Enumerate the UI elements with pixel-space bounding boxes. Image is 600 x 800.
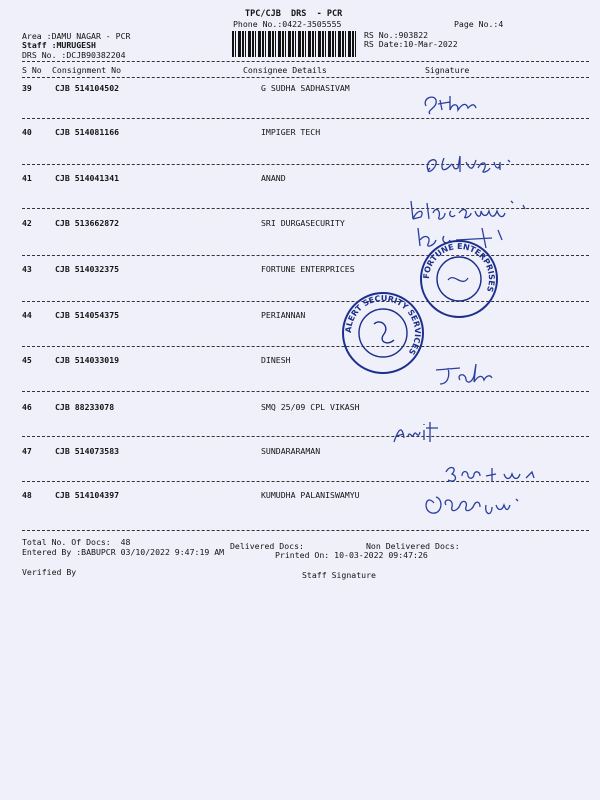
column-header-sno: S No (22, 65, 42, 75)
table-row (0, 355, 600, 365)
signature-row-39 (420, 88, 490, 118)
row-consignment: CJB 514081166 (55, 127, 120, 137)
alert-security-stamp (340, 290, 426, 376)
row-consignee: FORTUNE ENTERPRICES (261, 264, 355, 274)
row-divider (22, 255, 589, 256)
table-bottom-divider (22, 530, 589, 531)
table-row (0, 446, 600, 456)
row-divider (22, 346, 589, 347)
row-divider (22, 391, 589, 392)
signature-row-45 (430, 360, 500, 390)
row-consignee: DINESH (261, 355, 291, 365)
row-consignment: CJB 513662872 (55, 218, 120, 228)
table-row (0, 402, 600, 412)
verified-by: Verified By (22, 567, 77, 577)
staff-label: Staff :MURUGESH (22, 40, 96, 50)
report-title: TPC/CJB DRS - PCR (245, 9, 343, 19)
row-consignee: KUMUDHA PALANISWAMYU (261, 490, 360, 500)
phone-number: Phone No.:0422-3505555 (233, 19, 342, 29)
area-label: Area :DAMU NAGAR - PCR (22, 31, 131, 41)
non-delivered-docs: Non Delivered Docs: (366, 541, 460, 551)
row-consignment: CJB 514054375 (55, 310, 120, 320)
column-header-divider (22, 77, 589, 78)
row-consignment: CJB 514073583 (55, 446, 120, 456)
row-consignee: SRI DURGASECURITY (261, 218, 345, 228)
row-sno: 40 (22, 127, 32, 137)
table-row (0, 310, 600, 320)
table-row (0, 83, 600, 93)
svg-text:ALERT SECURITY SERVICES: ALERT SECURITY SERVICES (343, 293, 423, 357)
row-consignee: ANAND (261, 173, 286, 183)
row-consignee: IMPIGER TECH (261, 127, 321, 137)
row-consignment: CJB 514104397 (55, 490, 120, 500)
row-divider (22, 118, 589, 119)
signature-row-46 (390, 418, 450, 448)
delivered-docs: Delivered Docs: (230, 541, 304, 551)
row-consignee: PERIANNAN (261, 310, 306, 320)
row-consignee: G SUDHA SADHASIVAM (261, 83, 350, 93)
staff-signature-label: Staff Signature (302, 570, 376, 580)
page-number: Page No.:4 (454, 19, 504, 29)
table-row (0, 127, 600, 137)
row-divider (22, 436, 589, 437)
rs-date: RS Date:10-Mar-2022 (364, 39, 458, 49)
column-header-consignment: Consignment No (52, 65, 122, 75)
row-sno: 46 (22, 402, 32, 412)
table-row (0, 264, 600, 274)
row-consignment: CJB 514033019 (55, 355, 120, 365)
total-docs: Total No. Of Docs: 48 (22, 537, 131, 547)
row-consignee: SMQ 25/09 CPL VIKASH (261, 402, 360, 412)
row-sno: 45 (22, 355, 32, 365)
row-consignment: CJB 514041341 (55, 173, 120, 183)
column-header-consignee: Consignee Details (243, 65, 327, 75)
signature-row-40 (420, 150, 520, 180)
rs-number: RS No.:903822 (364, 30, 429, 40)
header-divider (22, 61, 589, 62)
row-sno: 39 (22, 83, 32, 93)
barcode (232, 31, 356, 57)
drs-number: DRS No. :DCJB90382204 (22, 50, 126, 60)
signature-row-48 (420, 485, 530, 525)
row-consignment: CJB 514032375 (55, 264, 120, 274)
column-header-signature: Signature (425, 65, 470, 75)
signature-row-47 (440, 458, 550, 488)
printed-on: Printed On: 10-03-2022 09:47:26 (275, 550, 428, 560)
entered-by: Entered By :BABUPCR 03/10/2022 9:47:19 AM (22, 547, 225, 557)
row-sno: 41 (22, 173, 32, 183)
row-sno: 48 (22, 490, 32, 500)
row-consignment: CJB 514104502 (55, 83, 120, 93)
row-consignee: SUNDARARAMAN (261, 446, 321, 456)
row-sno: 44 (22, 310, 32, 320)
row-divider (22, 301, 589, 302)
row-consignment: CJB 88233078 (55, 402, 115, 412)
fortune-enterprises-stamp (418, 238, 500, 320)
row-sno: 43 (22, 264, 32, 274)
row-sno: 47 (22, 446, 32, 456)
row-sno: 42 (22, 218, 32, 228)
signature-row-41 (405, 195, 535, 225)
svg-text:FORTUNE ENTERPRISES: FORTUNE ENTERPRISES (421, 241, 497, 294)
